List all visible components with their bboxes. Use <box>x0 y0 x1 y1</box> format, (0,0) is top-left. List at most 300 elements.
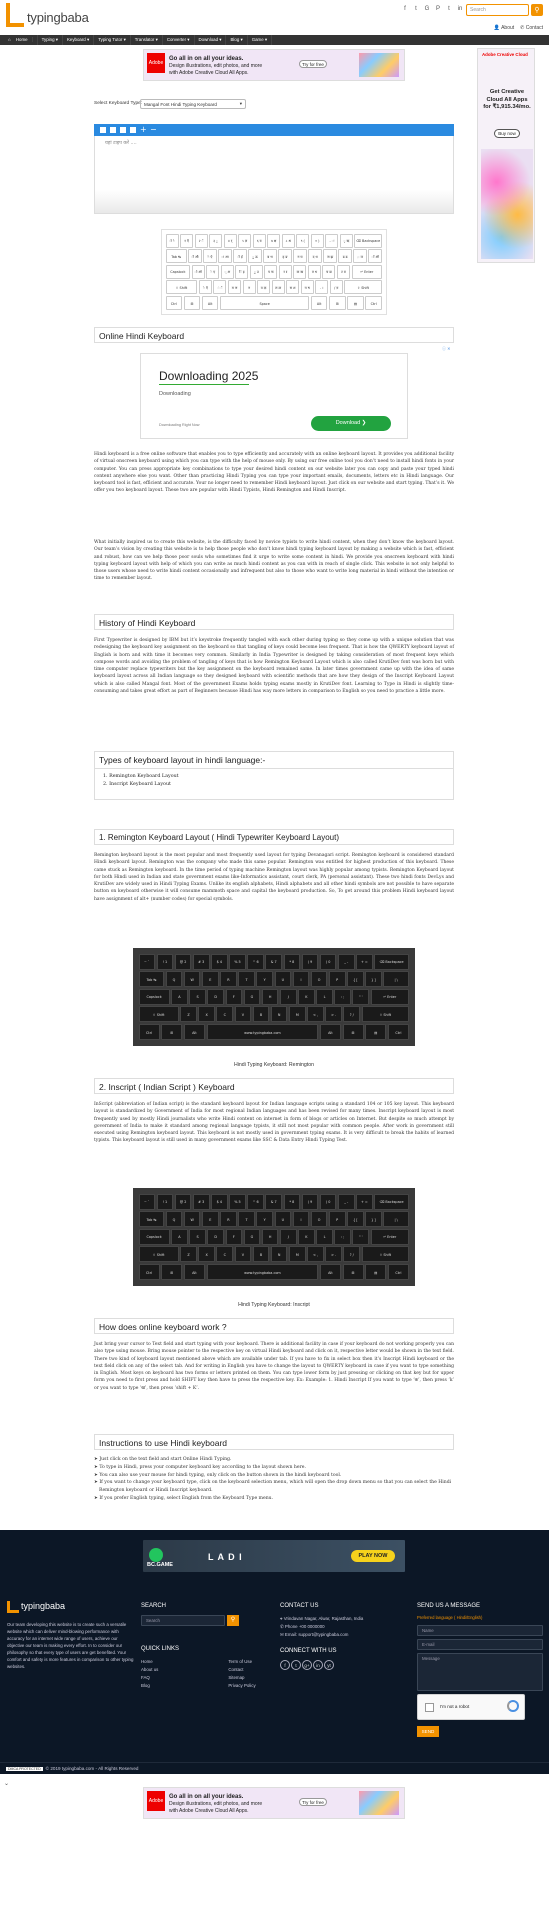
key[interactable]: ल ळ <box>272 280 285 294</box>
nav-game[interactable]: Game ▾ <box>248 35 272 45</box>
key[interactable]: ▤ <box>347 296 364 310</box>
nav-converter[interactable]: Converter ▾ <box>163 35 195 45</box>
nav-home-label: Home <box>12 37 33 42</box>
key[interactable]: ि इ <box>235 265 248 279</box>
adobe-logo: Adobe <box>147 1791 165 1811</box>
key: Ctrl <box>388 1024 409 1040</box>
key[interactable]: ं ँ <box>213 280 226 294</box>
download-ad[interactable] <box>140 353 408 439</box>
keyboard-type-select[interactable]: Mangal Font Hindi Typing Keyboard ▾ <box>140 99 246 109</box>
key: F <box>226 989 243 1005</box>
instruction-text: If you want to change your keyboard type, click on the keyboard selection menu, which will open the drop down menu so that you can select the Hindi Remington keyboard or Hindi Inscript keyboard. <box>99 1480 452 1494</box>
key: ! 1 <box>157 1194 174 1210</box>
logo-text: typingbaba <box>27 9 89 25</box>
key[interactable]: प फ <box>264 265 277 279</box>
top-links <box>494 25 543 32</box>
key: > . <box>325 1246 342 1262</box>
logo-mark <box>6 9 24 27</box>
key: { [ <box>347 971 364 987</box>
bcgame-ad[interactable] <box>143 1540 405 1572</box>
key: ⊞ <box>161 1264 182 1280</box>
remington-keyboard-image <box>133 948 415 1046</box>
key: Q <box>166 1211 183 1227</box>
ad-line2: Design illustrations, edit photos, and more <box>169 1801 263 1808</box>
key: N <box>271 1246 288 1262</box>
key: ⌫ Backspace <box>374 1194 409 1210</box>
instruction-item: ➤ You can also use your mouse for hindi typing, only click on the button shown in the hindi keyboard tool. <box>94 1472 342 1478</box>
key[interactable]: ट ठ <box>337 265 350 279</box>
key: U <box>275 971 292 987</box>
message-subheading: Preferred language ( Hindi/English) <box>417 1614 483 1620</box>
recaptcha-label: I'm not a robot <box>440 1703 470 1709</box>
nav-translator[interactable]: Translator ▾ <box>131 35 163 45</box>
types-item-inscript: 2. Inscript Keyboard Layout <box>103 782 171 788</box>
key: Y <box>256 1211 273 1227</box>
key: D <box>207 1229 224 1245</box>
key[interactable]: Space <box>220 296 309 310</box>
linkedin-icon[interactable]: in <box>457 6 463 12</box>
key: Ctrl <box>388 1264 409 1280</box>
key: ↵ Enter <box>371 1229 409 1245</box>
key: ^ 6 <box>247 1194 264 1210</box>
key: U <box>275 1211 292 1227</box>
facebook-icon[interactable]: f <box>280 1660 290 1670</box>
quick-link[interactable]: About us <box>141 1666 159 1672</box>
section-title-remington: 1. Remington Keyboard Layout ( Hindi Typewriter Keyboard Layout) <box>94 829 454 845</box>
side-ad-art <box>481 149 533 259</box>
email-input[interactable]: E-mail <box>417 1639 543 1650</box>
online-paragraph-2: What initially inspired us to create this website, is the difficulty faced by novice typists to write hindi content, when they don’t know the keyboard layout. Our team’s vision by creating this website is to help those people who don’t know hindi typing keyboard layout by making a website which is fast, efficient and robust, how can we help those poor souls who sometimes find it urge to write some content in hindi. We provide you onscreen keyboard with hindi typing keyboard layout with help of which you can write as much hindi content as you can with in reach of single click. This website is not only helpful to those users whose need to write hindi content occasionally and infrequent but also to those who want to write long material in hindi without the intention or time to remember layout. <box>94 540 454 582</box>
section-title-types: Types of keyboard layout in hindi language:- <box>95 752 453 769</box>
print-icon[interactable] <box>130 127 136 133</box>
key: ⇧ Shift <box>139 1006 179 1022</box>
key: C <box>216 1246 233 1262</box>
key[interactable]: ९ ( <box>296 234 309 248</box>
quick-link[interactable]: FAQ <box>141 1674 150 1680</box>
key: G <box>244 1229 261 1245</box>
key[interactable]: - ः <box>325 234 338 248</box>
key: B <box>253 1006 270 1022</box>
contact-email[interactable]: ✉ Email: support@typingbaba.com <box>280 1631 349 1637</box>
collapse-chevron-icon[interactable]: ⌄ <box>4 1781 10 1787</box>
instruction-item: ➤ If you want to change your keyboard type, click on the keyboard selection menu, which will open the drop down menu so that you can select the Hindi Remington keyboard or Hindi Inscript keyboard. <box>94 1480 452 1494</box>
side-ad[interactable] <box>477 48 535 263</box>
adobe-logo: Adobe <box>147 53 165 73</box>
send-button[interactable]: SEND <box>417 1726 439 1737</box>
quick-link[interactable]: Blog <box>141 1683 150 1689</box>
nav-home[interactable]: ⌂ Home <box>4 35 38 45</box>
contact-phone-text: Phone +00 0000000 <box>284 1623 325 1629</box>
key[interactable]: र ऱ <box>279 265 292 279</box>
nav-blog[interactable]: Blog ▾ <box>226 35 247 45</box>
dmca-badge[interactable]: DMCA PROTECTED <box>8 1767 41 1771</box>
key[interactable]: द ध <box>308 249 322 263</box>
key: } ] <box>365 1211 382 1227</box>
key[interactable]: ै ऐ <box>203 249 217 263</box>
key[interactable]: ड ढ <box>338 249 352 263</box>
key: K <box>298 1229 315 1245</box>
ad-line1: Go all in on all your ideas. <box>169 56 244 62</box>
types-box <box>94 751 454 800</box>
message-textarea[interactable]: Message <box>417 1653 543 1691</box>
twitter-icon[interactable]: t <box>415 6 417 12</box>
key: Capslock <box>139 1229 170 1245</box>
key[interactable]: क ख <box>293 265 306 279</box>
key[interactable]: च छ <box>322 265 335 279</box>
hindi-onscreen-keyboard <box>161 229 387 315</box>
key: A <box>171 1229 188 1245</box>
key[interactable]: ⇧ Shift <box>166 280 198 294</box>
inscript-keyboard-image <box>133 1188 415 1286</box>
save-icon[interactable] <box>120 127 126 133</box>
key: P <box>329 1211 346 1227</box>
search-button[interactable] <box>531 4 543 16</box>
site-logo[interactable] <box>6 7 89 29</box>
download-ad-title: Downloading 2025 <box>159 369 259 383</box>
download-button[interactable]: Download ❯ <box>311 416 391 431</box>
key[interactable]: Ctrl <box>166 296 183 310</box>
recaptcha-logo-icon <box>507 1700 519 1712</box>
footer-social-icons <box>280 1660 400 1670</box>
key: ^ 6 <box>247 954 264 970</box>
key[interactable]: े ए <box>206 265 219 279</box>
open-icon[interactable] <box>110 127 116 133</box>
key[interactable]: ८ श्र <box>282 234 295 248</box>
key[interactable]: य ष <box>301 280 314 294</box>
key: E <box>202 1211 219 1227</box>
search-input[interactable]: Search <box>466 4 529 16</box>
key: ? / <box>343 1246 360 1262</box>
key[interactable]: ी ई <box>233 249 247 263</box>
buy-now-button[interactable]: Buy now <box>494 129 520 138</box>
try-free-button[interactable]: Try for free <box>299 1798 327 1806</box>
footer-message-form <box>417 1602 543 1737</box>
contact-address-text: Vrindavan Nagar, Alwar, Rajasthan, India <box>283 1615 364 1621</box>
ad-line3: with Adobe Creative Cloud All Apps. <box>169 1807 249 1814</box>
quick-link[interactable]: Sitemap <box>228 1674 245 1680</box>
name-input[interactable]: Name <box>417 1625 543 1636</box>
ad-choices-icon[interactable]: ⓘ ✕ <box>442 346 451 351</box>
key: ▤ <box>365 1264 386 1280</box>
key[interactable]: २ ॅ <box>195 234 208 248</box>
key: _ - <box>338 954 355 970</box>
play-now-button[interactable]: PLAY NOW <box>351 1550 395 1562</box>
key: J <box>280 989 297 1005</box>
ad-line2: Design illustrations, edit photos, and more <box>169 63 263 70</box>
key: * 8 <box>284 954 301 970</box>
quick-link[interactable]: Privacy Policy <box>228 1683 256 1689</box>
key[interactable]: ४ र् <box>224 234 237 248</box>
key: M <box>289 1006 306 1022</box>
key: Ctrl <box>139 1024 160 1040</box>
contact-link-label: Contact <box>525 25 543 31</box>
key: R <box>220 971 237 987</box>
quick-link[interactable]: Home <box>141 1658 153 1664</box>
contact-address: ⌖ Vrindavan Nagar, Alwar, Rajasthan, India <box>280 1615 364 1621</box>
key: ! 1 <box>157 954 174 970</box>
footer-contact <box>280 1602 400 1670</box>
key: @ 2 <box>175 1194 192 1210</box>
google-plus-icon[interactable]: G <box>424 6 430 12</box>
key: + = <box>356 1194 373 1210</box>
key: R <box>220 1211 237 1227</box>
ad-text <box>169 55 262 77</box>
key[interactable]: त थ <box>308 265 321 279</box>
key: V <box>235 1006 252 1022</box>
ad-line1: Go all in on all your ideas. <box>169 1794 244 1800</box>
ad-image <box>359 1791 399 1815</box>
key: S <box>189 1229 206 1245</box>
facebook-icon[interactable]: f <box>404 6 406 12</box>
key[interactable]: ो ओ <box>192 265 205 279</box>
section-title-history: History of Hindi Keyboard <box>94 614 454 630</box>
site-footer <box>0 1530 549 1762</box>
key: H <box>262 989 279 1005</box>
key: { [ <box>347 1211 364 1227</box>
footer-logo[interactable] <box>7 1600 135 1613</box>
key: ⇧ Shift <box>362 1006 409 1022</box>
key: | \ <box>383 971 409 987</box>
key[interactable]: ़ ञ <box>353 249 367 263</box>
key[interactable]: ग घ <box>293 249 307 263</box>
key: > . <box>325 1006 342 1022</box>
try-free-button[interactable]: Try for free <box>299 60 327 68</box>
top-banner-ad[interactable] <box>143 49 405 81</box>
key: W <box>184 1211 201 1227</box>
search-icon: ⚲ <box>230 1616 236 1623</box>
key[interactable]: ह ङ <box>278 249 292 263</box>
key: } ] <box>365 971 382 987</box>
contact-phone: ✆ Phone +00 0000000 <box>280 1623 325 1629</box>
key: L <box>316 989 333 1005</box>
instruction-item: ➤ To type in Hindi, press your computer keyboard key according to the layout shown here. <box>94 1464 306 1470</box>
key[interactable]: ⇧ Shift <box>344 280 382 294</box>
footer-search-button[interactable] <box>227 1615 239 1626</box>
key[interactable]: Alt <box>311 296 328 310</box>
quick-links-heading: QUICK LINKS <box>141 1646 180 1652</box>
key: W <box>184 971 201 987</box>
download-ad-sub: Downloading <box>159 391 191 397</box>
key: I <box>293 1211 310 1227</box>
key[interactable]: न <box>243 280 256 294</box>
key[interactable]: ब भ <box>263 249 277 263</box>
key[interactable]: ⌫ Backspace <box>354 234 382 248</box>
key: : ; <box>334 1229 351 1245</box>
twitter-icon[interactable]: t <box>291 1660 301 1670</box>
instruction-text: You can also use your mouse for hindi typing, only click on the button shown in the hindi keyboard tool. <box>99 1472 342 1478</box>
key: ⊞ <box>343 1264 364 1280</box>
key[interactable]: व ऴ <box>257 280 270 294</box>
key: # 3 <box>193 954 210 970</box>
key[interactable]: ा आ <box>218 249 232 263</box>
key: < , <box>307 1246 324 1262</box>
about-link-label: About <box>501 25 515 31</box>
recaptcha-checkbox[interactable] <box>425 1703 434 1712</box>
instruction-item: ➤ If you prefer English typing, select English from the Keyboard Type menu. <box>94 1495 274 1501</box>
key: $ 4 <box>211 1194 228 1210</box>
key: A <box>171 989 188 1005</box>
key: ⊞ <box>161 1024 182 1040</box>
key[interactable]: म ण <box>228 280 241 294</box>
key: $ 4 <box>211 954 228 970</box>
remington-paragraph: Remington keyboard layout is the most popular and most frequently used layout for typing Devanagari script. Remington keyboard is considered standard Hindi keyboard layout. Remington was the company who made this same popular. Remington was entitled for highest production of this keyboard. These came stuck as Remington keyboard. In the time period of typing machine Remington layout was highly popular among typists. Remington Keyboard layout for both Hindi used in Indian and state government exams like-Informatics assistant, court clerk, PA (personal assistant). These two hindi fonts DevLys and KrutiDev are widely used in Hindi Typing Exams. Unlike its english alphabets, Hindi alphabets and all other hindi symbols are not possible to have separate button on keyboard otherwise it will consume mammoth space and capital the keyboard production. So, To get around this problem Hindi keyboard layout have assignment of alt+ (number codes) for special symbols. <box>94 853 454 902</box>
key: T <box>238 1211 255 1227</box>
key[interactable]: ॉ ऑ <box>368 249 382 263</box>
key[interactable]: Capslock <box>166 265 191 279</box>
key: K <box>298 989 315 1005</box>
key: www.typingbaba.com <box>207 1024 319 1040</box>
key: Tab ↹ <box>139 971 165 987</box>
tumblr-icon[interactable]: t <box>448 6 450 12</box>
zoom-in-icon[interactable]: + <box>140 125 147 134</box>
main-nav <box>0 35 549 45</box>
key[interactable]: ↵ Enter <box>352 265 382 279</box>
ad-text <box>169 1793 262 1815</box>
key: ⌫ Backspace <box>374 954 409 970</box>
key[interactable]: ० ) <box>311 234 324 248</box>
key[interactable]: . । <box>315 280 328 294</box>
contact-email-text: Email: support@typingbaba.com <box>284 1631 349 1637</box>
key[interactable]: / य़ <box>330 280 343 294</box>
pinterest-icon[interactable]: P <box>435 6 440 12</box>
key[interactable]: ६ त्र <box>253 234 266 248</box>
editor-toolbar <box>94 124 454 136</box>
bcgame-mid: L A D I <box>208 1552 243 1562</box>
nav-download[interactable]: Download ▾ <box>195 35 227 45</box>
copyright-text: © 2019 typingbaba.com - All Rights Reserved <box>45 1766 139 1771</box>
footer-search-input[interactable]: Search <box>141 1615 225 1626</box>
key: * 8 <box>284 1194 301 1210</box>
key: S <box>189 989 206 1005</box>
inscript-paragraph: InScript (abbreviation of Indian script) is the standard keyboard layout for Indian language scripts using a standard 104 or 105 key layout. This keyboard layout is standardized by Government of India for most regional Indian languages and has been revised for many times. Inscript keyboard layout is most frequently used by mostly Hindi journalists who write Hindi content on internet in form of blogs or articles on Internet. But despite so much attempt by government of India to make it standard among regional language typists, it still not most popular with common people. After work in government still executed using Remington keyboard layout. This keyboard is not mostly used in government typing exams. It is very difficult to break the habits of learned typists. This keyboard layout is still used in many government exams like SSC & Data Entry Hindi Typing Test. <box>94 1102 454 1144</box>
key: ▤ <box>365 1024 386 1040</box>
key[interactable]: ३ ्र <box>209 234 222 248</box>
key[interactable]: ् अ <box>221 265 234 279</box>
key[interactable]: ⊞ <box>329 296 346 310</box>
key: % 5 <box>229 1194 246 1210</box>
contact-link[interactable]: ✆ Contact <box>520 25 543 31</box>
instruction-text: If you prefer English typing, select English from the Keyboard Type menu. <box>99 1495 274 1501</box>
search-icon: ⚲ <box>534 6 540 14</box>
key[interactable]: स श <box>286 280 299 294</box>
online-paragraph-1: Hindi keyboard is a free online software that enables you to type efficiently and accurately with an online keyboard layout. It provides you additional facility of virtual onscreen keyboard using which you can type with the help of mouse only. By using our free online tool you don’t need to install hindi fonts in your computer. You can press appropriate key combinations to type your desired hindi content on our website later you can copy and paste your typed hindi content anywhere else you want. Other than practicing Hindi Typing you can type your important emails, documents, letters etc in Hindi language. Our keyboard tool is fast, efficient and accurate. Your no longer need to remember Hindi keyboard layout. Just click on our website and start typing. That’s it. We offer you two keyboard layout. These two are popular with Hindi Typists, Hindi Remington and Hindi Inscript. <box>94 452 454 494</box>
key[interactable]: ौ औ <box>188 249 202 263</box>
key: ↵ Enter <box>371 989 409 1005</box>
key: _ - <box>338 1194 355 1210</box>
quick-link[interactable]: Term of Use <box>228 1658 253 1664</box>
key: ~ ` <box>139 954 156 970</box>
footer-about-text: Our team developing this website is to create such a versatile website which can deliver mind-blowing performance with accuracy for an internet wide range of users, achieve our objective our team is making every effort. In to consider our philosophy so that every type of users are get benefited. Your comfort and safety is more features in comparison to other typing websites. <box>7 1622 134 1670</box>
key: M <box>289 1246 306 1262</box>
nav-keyboard[interactable]: Keyboard ▾ <box>63 35 94 45</box>
key[interactable]: ू ऊ <box>248 249 262 263</box>
key[interactable]: ५ ज्ञ <box>238 234 251 248</box>
bcgame-name: BC.GAME <box>147 1562 173 1568</box>
nav-typing[interactable]: Typing ▾ <box>38 35 63 45</box>
key: H <box>262 1229 279 1245</box>
key: Z <box>180 1006 197 1022</box>
key: : ; <box>334 989 351 1005</box>
key: % 5 <box>229 954 246 970</box>
section-title-how: How does online keyboard work ? <box>94 1318 454 1334</box>
copyright-bar <box>0 1762 549 1774</box>
key[interactable]: ७ क्ष <box>267 234 280 248</box>
instruction-text: To type in Hindi, press your computer keyboard key according to the layout shown here. <box>99 1464 306 1470</box>
key: # 3 <box>193 1194 210 1210</box>
key: " ' <box>352 989 369 1005</box>
key: O <box>311 971 328 987</box>
key: ~ ` <box>139 1194 156 1210</box>
section-title-online: Online Hindi Keyboard <box>94 327 454 343</box>
key: X <box>198 1246 215 1262</box>
key: L <box>316 1229 333 1245</box>
key[interactable]: ु उ <box>250 265 263 279</box>
key[interactable]: Alt <box>202 296 219 310</box>
key[interactable]: Tab ↹ <box>166 249 187 263</box>
inscript-caption: Hindi Typing Keyboard: Inscript <box>238 1302 310 1308</box>
key: V <box>235 1246 252 1262</box>
about-link[interactable]: 👤 About <box>493 25 515 31</box>
instruction-text: Just click on the text field and start Online Hindi Typing. <box>99 1457 232 1462</box>
key: F <box>226 1229 243 1245</box>
linkedin-icon[interactable]: in <box>313 1660 323 1670</box>
history-paragraph: First Typewriter is designed by IBM but it’s keystroke frequently tangled with each other during typing so they come up with a unique solution that was redesigning the keyboard key assignment on the keyboard so that tangling of keys could become less frequent. That is how the QWERTY keyboard layout of English is born and with time it becomes very common. Similarly in India Typewriter is designed by taking consideration of most frequent keys which compose words and avoiding the problem of tangling of keys that is how Remington Keyboard Layout which is also called KrutiDev font was born but with time computer replace typewriters but the key assignment on the keyboard remained same. In later times government came up with the idea of same keyboard layout across all Indian language so they designed keyboard with scientific methods that are how they design of the Inscript Keyboard Layout which is also called Mangal font. Most of the government Exams holds typing exams mostly in KrutiDev font. Learning to Type in Hindi is slightly time-consuming and takes great effort as part of Beginners because Hindi has way more letters in comparison to English so you need to practice a little more. <box>94 638 454 694</box>
key[interactable]: ॆ ऎ <box>199 280 212 294</box>
types-item-remington: 1. Remington Keyboard Layout <box>103 774 179 780</box>
key: Q <box>166 971 183 987</box>
footer-about <box>7 1600 135 1670</box>
instruction-item: ➤ Just click on the text field and start Online Hindi Typing. <box>94 1457 232 1462</box>
new-file-icon[interactable] <box>100 127 106 133</box>
zoom-out-icon[interactable]: − <box>150 125 157 134</box>
key: B <box>253 1246 270 1262</box>
key: ? / <box>343 1006 360 1022</box>
key[interactable]: १ ऍ <box>180 234 193 248</box>
key: I <box>293 971 310 987</box>
google-plus-icon[interactable]: g+ <box>302 1660 312 1670</box>
key: J <box>280 1229 297 1245</box>
key[interactable]: ॊ ै <box>166 234 179 248</box>
key: Y <box>256 971 273 987</box>
key: N <box>271 1006 288 1022</box>
key: + = <box>356 954 373 970</box>
key: @ 2 <box>175 954 192 970</box>
key: T <box>238 971 255 987</box>
connect-heading: CONNECT WITH US <box>280 1648 337 1655</box>
youtube-icon[interactable]: yt <box>324 1660 334 1670</box>
key: ) 0 <box>320 954 337 970</box>
bottom-banner-ad[interactable] <box>143 1787 405 1819</box>
key: ( 9 <box>302 1194 319 1210</box>
key: G <box>244 989 261 1005</box>
key[interactable]: ज झ <box>323 249 337 263</box>
download-ad-footer: Downloading Right Now <box>159 423 200 427</box>
quick-link[interactable]: Contact <box>228 1666 244 1672</box>
key[interactable]: ृ ऋ <box>340 234 353 248</box>
recaptcha-box <box>417 1694 525 1720</box>
key: D <box>207 989 224 1005</box>
key: ( 9 <box>302 954 319 970</box>
key: ⇧ Shift <box>139 1246 179 1262</box>
footer-search-heading: SEARCH <box>141 1603 167 1609</box>
key: " ' <box>352 1229 369 1245</box>
key: < , <box>307 1006 324 1022</box>
key[interactable]: Ctrl <box>365 296 382 310</box>
key[interactable]: ⊞ <box>184 296 201 310</box>
typing-textarea[interactable]: यहां टाइप करें .... <box>94 136 454 214</box>
section-title-inscript: 2. Inscript ( Indian Script ) Keyboard <box>94 1078 454 1094</box>
nav-typing-tutor[interactable]: Typing Tutor ▾ <box>94 35 131 45</box>
